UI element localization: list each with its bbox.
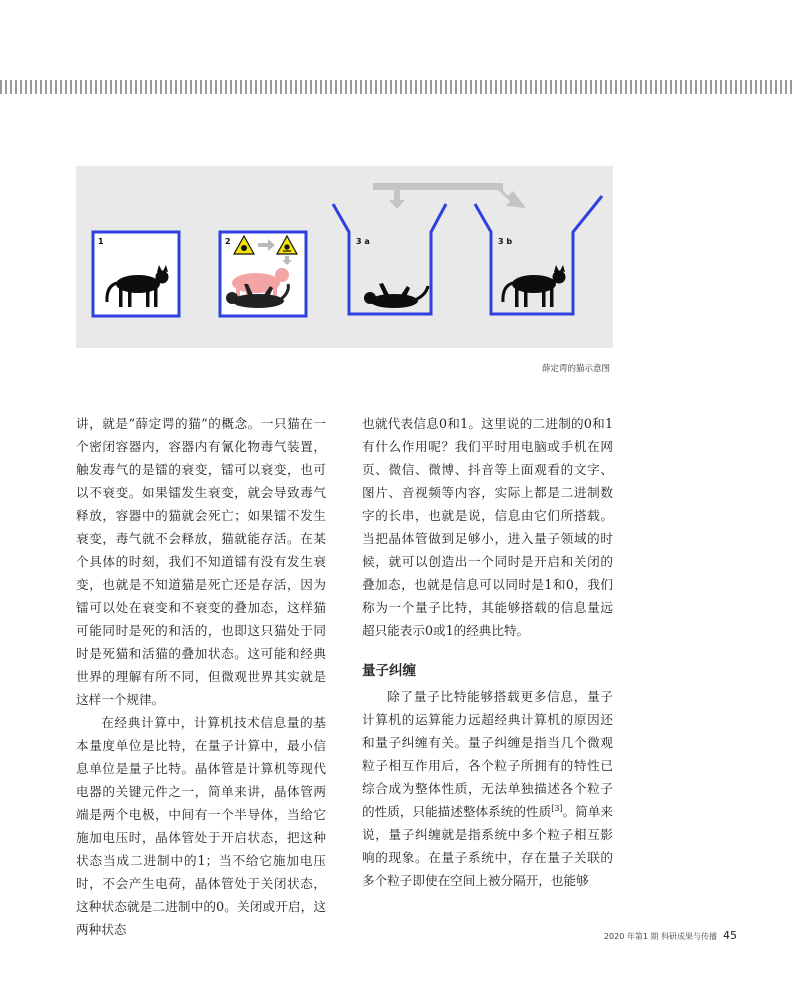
observation-arrow-icon [373, 183, 526, 209]
right-paragraph-2-part-1: 除了量子比特能够搭载更多信息，量子计算机的运算能力远超经典计算机的原因还和量子纠缠有关。量子纠缠是指当几个微观粒子相互作用后，各个粒子所拥有的特性已综合成为整体性质，无法单独描述各个粒子的性质，只能描述整体系统的性质 [362, 689, 613, 819]
right-column [362, 412, 613, 892]
panel-1-label: 1 [98, 237, 104, 246]
right-paragraph-2 [362, 685, 613, 892]
right-paragraph-1: 也就代表信息0和1。这里说的二进制的0和1有什么作用呢？我们平时用电脑或手机在网页、微信、微博、抖音等上面观看的文字、图片、音视频等内容，实际上都是二进制数字的长串，也就是说，信息由它们所搭载。当把晶体管做到足够小，进入量子领域的时候，就可以创造出一个同时是开启和关闭的叠加态，也就是信息可以同时是1和0，我们称为一个量子比特，其能够搭载的信息量远超只能表示0或1的经典比特。 [362, 416, 613, 638]
left-paragraph-2: 在经典计算中，计算机技术信息量的基本量度单位是比特，在量子计算中，最小信息单位是量子比特。晶体管是计算机等现代电器的关键元件之一，简单来讲，晶体管两端是两个电极，中间有一个半导体，当给它施加电压时，晶体管处于开启状态，把这种状态当成二进制中的1；当不给它施加电压时，不会产生电荷，晶体管处于关闭状态，这种状态就是二进制中的0。关闭或开启，这两种状态 [76, 715, 326, 937]
reference-marker[interactable]: [3] [551, 803, 563, 813]
left-column [76, 412, 326, 941]
section-heading-quantum-entanglement: 量子纠缠 [362, 663, 416, 679]
schrodinger-cat-figure [76, 166, 613, 348]
cat-standing-icon [503, 265, 566, 307]
header-stripe-decoration [0, 80, 793, 94]
figure-caption: 薛定谔的猫示意图 [541, 364, 610, 374]
right-paragraph-2-part-2: 。简单来说，量子纠缠就是指系统中多个粒子相互影响的现象。在量子系统中，存在量子关联的多个粒子即使在空间上被分隔开，也能够 [362, 804, 614, 888]
page-number: 45 [723, 929, 737, 942]
panel-3b [475, 196, 602, 314]
left-paragraph-1: 讲，就是“薛定谔的猫”的概念。一只猫在一个密闭容器内，容器内有氰化物毒气装置，触发毒气的是镭的衰变，镭可以衰变，也可以不衰变。如果镭发生衰变，就会导致毒气释放，容器中的猫就会死亡；如果镭不发生衰变，毒气就不会释放，猫就能存活。在某个具体的时刻，我们不知道镭有没有发生衰变，也就是不知道猫是死亡还是存活，因为镭可以处在衰变和不衰变的叠加态，这样猫可能同时是死的和活的，也即这只猫处于同时是死猫和活猫的叠加状态。这可能和经典世界的理解有所不同，但微观世界其实就是这样一个规律。 [76, 416, 326, 707]
journal-name: 2020 年第1 期 科研成果与传播 [603, 932, 717, 941]
cat-lying-dead-icon [364, 283, 428, 308]
panel-3a-label: 3 a [356, 237, 370, 246]
panel-2-label: 2 [225, 237, 231, 246]
panel-3b-label: 3 b [498, 237, 513, 246]
panel-2 [220, 232, 306, 316]
panel-1 [93, 232, 179, 316]
page-footer [604, 929, 737, 942]
panel-3a [333, 204, 446, 314]
